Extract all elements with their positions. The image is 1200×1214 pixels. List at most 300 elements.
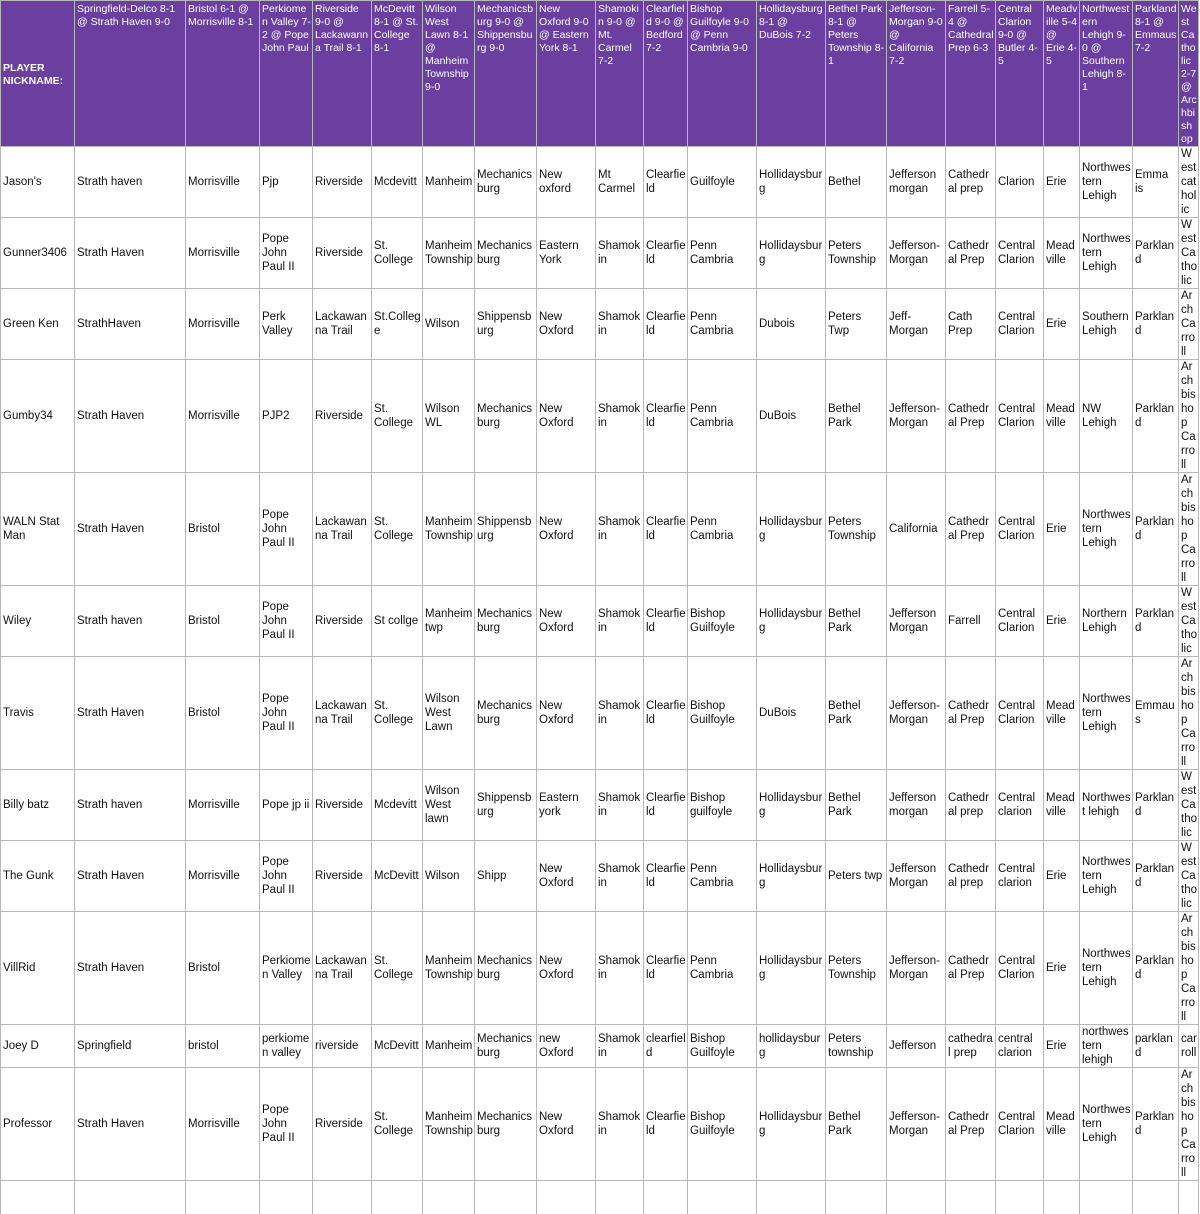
empty-cell[interactable] [996, 1181, 1044, 1214]
pick-cell[interactable]: Bishop Guilfoyle [688, 1025, 757, 1068]
pick-cell[interactable]: Eastern york [537, 770, 596, 841]
pick-cell[interactable]: Hollidaysburg [757, 770, 826, 841]
pick-cell[interactable]: New Oxford [537, 289, 596, 360]
empty-cell[interactable] [644, 1181, 688, 1214]
player-name-cell[interactable]: Travis [1, 657, 75, 770]
pick-cell[interactable]: Southern Lehigh [1080, 289, 1133, 360]
pick-cell[interactable]: Mechanicsburg [475, 912, 537, 1025]
pick-cell[interactable]: Northwestern Lehigh [1080, 473, 1133, 586]
pick-cell[interactable]: Morrisville [186, 289, 260, 360]
empty-cell[interactable] [423, 1181, 475, 1214]
table-row [1, 289, 1199, 360]
empty-cell[interactable] [186, 1181, 260, 1214]
pick-cell[interactable]: Clearfield [644, 912, 688, 1025]
pick-cell[interactable]: Bethel Park [826, 586, 887, 657]
pick-cell[interactable]: Penn Cambria [688, 360, 757, 473]
table-row [1, 1068, 1199, 1181]
pick-cell[interactable]: riverside [313, 1025, 372, 1068]
pick-cell[interactable]: Parkland [1133, 586, 1179, 657]
pick-cell[interactable]: Shamokin [596, 770, 644, 841]
pick-cell[interactable]: Cathedral Prep [946, 218, 996, 289]
pick-cell[interactable]: Shamokin [596, 360, 644, 473]
game-header-14[interactable]: Jefferson-Morgan 9-0 @ California 7-2 [887, 1, 946, 147]
pick-cell[interactable]: Mechanicsburg [475, 147, 537, 218]
pick-cell[interactable]: Mechanicsburg [475, 1025, 537, 1068]
pick-cell[interactable]: Meadville [1044, 657, 1080, 770]
pick-cell[interactable]: Northwestern Lehigh [1080, 1068, 1133, 1181]
pick-cell[interactable]: northwestern lehigh [1080, 1025, 1133, 1068]
pick-cell[interactable]: Riverside [313, 218, 372, 289]
pick-cell[interactable]: Northwestern Lehigh [1080, 218, 1133, 289]
pick-cell[interactable]: Northwestern Lehigh [1080, 657, 1133, 770]
pick-cell[interactable]: Clearfield [644, 289, 688, 360]
game-header-19[interactable]: Parkland 8-1 @ Emmaus 7-2 [1133, 1, 1179, 147]
pick-cell[interactable]: Erie [1044, 586, 1080, 657]
pick-cell[interactable]: St. College [372, 657, 423, 770]
pick-cell[interactable]: Parkland [1133, 841, 1179, 912]
table-row-partial [1, 1181, 1199, 1214]
pick-cell[interactable]: Central Clarion [996, 218, 1044, 289]
pick-cell[interactable]: St. College [372, 360, 423, 473]
pick-cell[interactable]: Wilson West Lawn [423, 657, 475, 770]
pick-cell[interactable]: NW Lehigh [1080, 360, 1133, 473]
game-header-15[interactable]: Farrell 5-4 @ Cathedral Prep 6-3 [946, 1, 996, 147]
pick-cell[interactable]: bristol [186, 1025, 260, 1068]
empty-cell[interactable] [260, 1181, 313, 1214]
game-header-7[interactable]: Mechanicsburg 9-0 @ Shippensburg 9-0 [475, 1, 537, 147]
pick-cell[interactable]: Mechanicsburg [475, 1068, 537, 1181]
pick-cell[interactable]: Jefferson-Morgan [887, 360, 946, 473]
pick-cell[interactable]: Lackawanna Trail [313, 289, 372, 360]
picks-spreadsheet [0, 0, 1200, 495]
pick-cell[interactable]: Shippensburg [475, 770, 537, 841]
pick-cell[interactable]: Central Clarion [996, 360, 1044, 473]
pick-cell[interactable]: cathedral prep [946, 1025, 996, 1068]
pick-cell[interactable]: Erie [1044, 289, 1080, 360]
pick-cell[interactable]: Shamokin [596, 586, 644, 657]
game-header-12[interactable]: Hollidaysburg 8-1 @ DuBois 7-2 [757, 1, 826, 147]
pick-cell[interactable]: Mechanicsburg [475, 360, 537, 473]
pick-cell[interactable]: Pope John Paul II [260, 473, 313, 586]
pick-cell[interactable]: Northern Lehigh [1080, 586, 1133, 657]
pick-cell[interactable]: Manheim Township [423, 1068, 475, 1181]
pick-cell[interactable]: Bishop guilfoyle [688, 770, 757, 841]
player-name-cell[interactable]: The Gunk [1, 841, 75, 912]
pick-cell[interactable]: central clarion [996, 1025, 1044, 1068]
pick-cell[interactable]: Emma is [1133, 147, 1179, 218]
pick-cell[interactable]: Peters township [826, 1025, 887, 1068]
pick-cell[interactable]: Morrisville [186, 218, 260, 289]
pick-cell[interactable]: perkiomen valley [260, 1025, 313, 1068]
game-header-3[interactable]: Perkiomen Valley 7-2 @ Pope John Paul [260, 1, 313, 147]
pick-cell[interactable]: Peters Township [826, 218, 887, 289]
game-header-2[interactable]: Bristol 6-1 @ Morrisville 8-1 [186, 1, 260, 147]
pick-cell[interactable]: Pope John Paul II [260, 1068, 313, 1181]
pick-cell[interactable]: Strath Haven [75, 657, 186, 770]
pick-cell[interactable]: Hollidaysburg [757, 218, 826, 289]
pick-cell[interactable]: Lackawanna Trail [313, 912, 372, 1025]
pick-cell[interactable]: Clearfield [644, 657, 688, 770]
pick-cell[interactable]: Shamokin [596, 289, 644, 360]
pick-cell[interactable]: New Oxford [537, 841, 596, 912]
pick-cell[interactable]: Bethel Park [826, 770, 887, 841]
pick-cell[interactable]: Perkiomen Valley [260, 912, 313, 1025]
pick-cell[interactable]: Parkland [1133, 770, 1179, 841]
pick-cell[interactable]: Wilson [423, 841, 475, 912]
player-name-cell[interactable]: Jason's [1, 147, 75, 218]
pick-cell[interactable]: Hollidaysburg [757, 912, 826, 1025]
player-name-cell[interactable]: VillRid [1, 912, 75, 1025]
pick-cell[interactable]: Wilson West lawn [423, 770, 475, 841]
pick-cell[interactable]: Jefferson Morgan [887, 841, 946, 912]
pick-cell[interactable]: Eastern York [537, 218, 596, 289]
pick-cell[interactable]: Bishop Guilfoyle [688, 1068, 757, 1181]
pick-cell[interactable]: Strath Haven [75, 1068, 186, 1181]
pick-cell[interactable]: carroll [1179, 1025, 1199, 1068]
pick-cell[interactable]: Northwest lehigh [1080, 770, 1133, 841]
pick-cell[interactable]: Penn Cambria [688, 218, 757, 289]
pick-cell[interactable]: Morrisville [186, 770, 260, 841]
empty-cell[interactable] [75, 1181, 186, 1214]
pick-cell[interactable]: Peters twp [826, 841, 887, 912]
pick-cell[interactable]: Hollidaysburg [757, 586, 826, 657]
player-name-cell[interactable]: Green Ken [1, 289, 75, 360]
pick-cell[interactable]: Peters Township [826, 912, 887, 1025]
pick-cell[interactable]: Jefferson-Morgan [887, 218, 946, 289]
pick-cell[interactable]: Mechanicsburg [475, 657, 537, 770]
pick-cell[interactable]: West Catholic [1179, 218, 1199, 289]
game-header-18[interactable]: Northwestern Lehigh 9-0 @ Southern Lehigh 8-1 [1080, 1, 1133, 147]
pick-cell[interactable]: Cathedral prep [946, 147, 996, 218]
pick-cell[interactable]: Morrisville [186, 360, 260, 473]
pick-cell[interactable]: Meadville [1044, 218, 1080, 289]
empty-cell[interactable] [1, 1181, 75, 1214]
pick-cell[interactable]: Bristol [186, 657, 260, 770]
pick-cell[interactable]: Jefferson-Morgan [887, 1068, 946, 1181]
pick-cell[interactable]: Pope John Paul II [260, 657, 313, 770]
player-name-cell[interactable]: Billy batz [1, 770, 75, 841]
pick-cell[interactable]: Jefferson-Morgan [887, 912, 946, 1025]
pick-cell[interactable]: PJP2 [260, 360, 313, 473]
empty-cell[interactable] [475, 1181, 537, 1214]
game-header-4[interactable]: Riverside 9-0 @ Lackawanna Trail 8-1 [313, 1, 372, 147]
pick-cell[interactable]: Emmaus [1133, 657, 1179, 770]
pick-cell[interactable]: St. College [372, 473, 423, 586]
pick-cell[interactable]: Mechanicsburg [475, 586, 537, 657]
pick-cell[interactable]: DuBois [757, 360, 826, 473]
pick-cell[interactable]: Hollidaysburg [757, 473, 826, 586]
pick-cell[interactable]: Shamokin [596, 1025, 644, 1068]
pick-cell[interactable]: Parkland [1133, 360, 1179, 473]
empty-cell[interactable] [826, 1181, 887, 1214]
pick-cell[interactable]: Central Clarion [996, 473, 1044, 586]
empty-cell[interactable] [313, 1181, 372, 1214]
pick-cell[interactable]: Cathedral Prep [946, 360, 996, 473]
pick-cell[interactable]: Morrisville [186, 841, 260, 912]
pick-cell[interactable]: Parkland [1133, 473, 1179, 586]
pick-cell[interactable]: Archbishop Carroll [1179, 473, 1199, 586]
pick-cell[interactable]: Central Clarion [996, 912, 1044, 1025]
player-nickname-header[interactable]: PLAYER NICKNAME: [1, 1, 75, 147]
pick-cell[interactable]: West Catholic [1179, 770, 1199, 841]
player-name-cell[interactable]: Wiley [1, 586, 75, 657]
pick-cell[interactable]: Guilfoyle [688, 147, 757, 218]
pick-cell[interactable]: Shamokin [596, 218, 644, 289]
pick-cell[interactable]: Manheim [423, 1025, 475, 1068]
pick-cell[interactable]: West Catholic [1179, 586, 1199, 657]
pick-cell[interactable]: Morrisville [186, 1068, 260, 1181]
pick-cell[interactable]: Morrisville [186, 147, 260, 218]
pick-cell[interactable]: Penn Cambria [688, 912, 757, 1025]
pick-cell[interactable]: Strath Haven [75, 912, 186, 1025]
pick-cell[interactable]: new Oxford [537, 1025, 596, 1068]
pick-cell[interactable]: New Oxford [537, 657, 596, 770]
pick-cell[interactable]: Meadville [1044, 1068, 1080, 1181]
pick-cell[interactable]: Strath haven [75, 147, 186, 218]
pick-cell[interactable]: Hollidaysburg [757, 1068, 826, 1181]
pick-cell[interactable]: hollidaysburg [757, 1025, 826, 1068]
pick-cell[interactable]: Cathedral Prep [946, 473, 996, 586]
pick-cell[interactable]: Mechanicsburg [475, 218, 537, 289]
empty-cell[interactable] [372, 1181, 423, 1214]
player-name-cell[interactable]: WALN Stat Man [1, 473, 75, 586]
pick-cell[interactable]: New oxford [537, 147, 596, 218]
pick-cell[interactable]: Riverside [313, 147, 372, 218]
pick-cell[interactable]: Penn Cambria [688, 289, 757, 360]
pick-cell[interactable]: Central clarion [996, 841, 1044, 912]
pick-cell[interactable]: DuBois [757, 657, 826, 770]
pick-cell[interactable]: Meadville [1044, 770, 1080, 841]
game-header-9[interactable]: Shamokin 9-0 @ Mt. Carmel 7-2 [596, 1, 644, 147]
pick-cell[interactable]: Northwestern Lehigh [1080, 841, 1133, 912]
pick-cell[interactable]: Erie [1044, 841, 1080, 912]
pick-cell[interactable]: StrathHaven [75, 289, 186, 360]
pick-cell[interactable]: Clearfield [644, 360, 688, 473]
game-header-5[interactable]: McDevitt 8-1 @ St. College 8-1 [372, 1, 423, 147]
pick-cell[interactable]: Wilson [423, 289, 475, 360]
player-name-cell[interactable]: Gunner3406 [1, 218, 75, 289]
pick-cell[interactable]: Central Clarion [996, 657, 1044, 770]
pick-cell[interactable]: New Oxford [537, 586, 596, 657]
game-header-1[interactable]: Springfield-Delco 8-1 @ Strath Haven 9-0 [75, 1, 186, 147]
pick-cell[interactable]: Shippensburg [475, 473, 537, 586]
game-header-16[interactable]: Central Clarion 9-0 @ Butler 4-5 [996, 1, 1044, 147]
pick-cell[interactable]: Lackawanna Trail [313, 473, 372, 586]
pick-cell[interactable]: Meadville [1044, 360, 1080, 473]
pick-cell[interactable]: Cathedral prep [946, 770, 996, 841]
pick-cell[interactable]: Manheim Township [423, 218, 475, 289]
pick-cell[interactable]: Clearfield [644, 147, 688, 218]
pick-cell[interactable]: Clearfield [644, 218, 688, 289]
pick-cell[interactable]: Shamokin [596, 841, 644, 912]
pick-cell[interactable]: Penn Cambria [688, 841, 757, 912]
pick-cell[interactable]: Riverside [313, 586, 372, 657]
pick-cell[interactable]: Cathedral prep [946, 841, 996, 912]
pick-cell[interactable]: Cath Prep [946, 289, 996, 360]
pick-cell[interactable]: St. College [372, 912, 423, 1025]
pick-cell[interactable]: Central clarion [996, 770, 1044, 841]
pick-cell[interactable]: Strath Haven [75, 841, 186, 912]
game-header-20[interactable]: West Catholic 2-7 @ Archbishop [1179, 1, 1199, 147]
pick-cell[interactable]: Clearfield [644, 1068, 688, 1181]
pick-cell[interactable]: Parkland [1133, 1068, 1179, 1181]
pick-cell[interactable]: Perk Valley [260, 289, 313, 360]
pick-cell[interactable]: Shamokin [596, 473, 644, 586]
pick-cell[interactable]: Penn Cambria [688, 473, 757, 586]
pick-cell[interactable]: Central Clarion [996, 1068, 1044, 1181]
pick-cell[interactable]: Erie [1044, 473, 1080, 586]
pick-cell[interactable]: Bethel Park [826, 657, 887, 770]
pick-cell[interactable]: Hollidaysburg [757, 147, 826, 218]
pick-cell[interactable]: St. College [372, 218, 423, 289]
pick-cell[interactable]: Jefferson morgan [887, 147, 946, 218]
empty-cell[interactable] [757, 1181, 826, 1214]
pick-cell[interactable]: Pope John Paul II [260, 218, 313, 289]
pick-cell[interactable]: Mcdevitt [372, 147, 423, 218]
pick-cell[interactable]: Riverside [313, 841, 372, 912]
player-name-cell[interactable]: Gumby34 [1, 360, 75, 473]
pick-cell[interactable]: Mt Carmel [596, 147, 644, 218]
pick-cell[interactable]: clearfield [644, 1025, 688, 1068]
pick-cell[interactable]: Jeff-Morgan [887, 289, 946, 360]
pick-cell[interactable]: Clarion [996, 147, 1044, 218]
pick-cell[interactable]: Strath Haven [75, 360, 186, 473]
pick-cell[interactable]: Cathedral Prep [946, 1068, 996, 1181]
header-row [1, 1, 1199, 147]
pick-cell[interactable]: Clearfield [644, 473, 688, 586]
pick-cell[interactable]: Central Clarion [996, 289, 1044, 360]
pick-cell[interactable]: California [887, 473, 946, 586]
pick-cell[interactable]: Manheim twp [423, 586, 475, 657]
game-header-11[interactable]: Bishop Guilfoyle 9-0 @ Penn Cambria 9-0 [688, 1, 757, 147]
pick-cell[interactable]: Bristol [186, 586, 260, 657]
pick-cell[interactable]: Northwestern Lehigh [1080, 147, 1133, 218]
pick-cell[interactable]: Manheim Township [423, 473, 475, 586]
game-header-8[interactable]: New Oxford 9-0 @ Eastern York 8-1 [537, 1, 596, 147]
pick-cell[interactable]: Pjp [260, 147, 313, 218]
pick-cell[interactable]: Pope John Paul II [260, 841, 313, 912]
pick-cell[interactable]: Jefferson-Morgan [887, 657, 946, 770]
pick-cell[interactable]: Bethel Park [826, 1068, 887, 1181]
pick-cell[interactable]: Peters Twp [826, 289, 887, 360]
pick-cell[interactable]: West Catholic [1179, 841, 1199, 912]
empty-cell[interactable] [688, 1181, 757, 1214]
pick-cell[interactable]: Manheim Township [423, 912, 475, 1025]
pick-cell[interactable]: Erie [1044, 1025, 1080, 1068]
pick-cell[interactable]: Archbishop Carroll [1179, 657, 1199, 770]
pick-cell[interactable]: Lackawanna Trail [313, 657, 372, 770]
pick-cell[interactable]: Strath Haven [75, 473, 186, 586]
pick-cell[interactable]: Bethel Park [826, 360, 887, 473]
pick-cell[interactable]: New Oxford [537, 1068, 596, 1181]
pick-cell[interactable]: Cathedral Prep [946, 912, 996, 1025]
pick-cell[interactable]: Archbishop Carroll [1179, 912, 1199, 1025]
pick-cell[interactable]: Central Clarion [996, 586, 1044, 657]
empty-cell[interactable] [946, 1181, 996, 1214]
empty-cell[interactable] [1044, 1181, 1080, 1214]
pick-cell[interactable]: Shipp [475, 841, 537, 912]
pick-cell[interactable]: Cathedral Prep [946, 657, 996, 770]
empty-cell[interactable] [887, 1181, 946, 1214]
pick-cell[interactable]: Parkland [1133, 912, 1179, 1025]
game-header-13[interactable]: Bethel Park 8-1 @ Peters Township 8-1 [826, 1, 887, 147]
pick-cell[interactable]: Strath haven [75, 770, 186, 841]
pick-cell[interactable]: Riverside [313, 360, 372, 473]
table-row [1, 1025, 1199, 1068]
empty-cell[interactable] [1080, 1181, 1133, 1214]
empty-cell[interactable] [1133, 1181, 1179, 1214]
pick-cell[interactable]: Bethel [826, 147, 887, 218]
pick-cell[interactable]: Archbishop Carroll [1179, 1068, 1199, 1181]
pick-cell[interactable]: Erie [1044, 147, 1080, 218]
pick-cell[interactable]: West catholic [1179, 147, 1199, 218]
pick-cell[interactable]: Bishop Guilfoyle [688, 586, 757, 657]
game-header-10[interactable]: Clearfield 9-0 @ Bedford 7-2 [644, 1, 688, 147]
pick-cell[interactable]: Northwestern Lehigh [1080, 912, 1133, 1025]
pick-cell[interactable]: Riverside [313, 1068, 372, 1181]
pick-cell[interactable]: Farrell [946, 586, 996, 657]
pick-cell[interactable]: McDevitt [372, 1025, 423, 1068]
pick-cell[interactable]: Bishop Guilfoyle [688, 657, 757, 770]
pick-cell[interactable]: Clearfield [644, 770, 688, 841]
player-name-cell[interactable]: Professor [1, 1068, 75, 1181]
player-name-cell[interactable]: Joey D [1, 1025, 75, 1068]
pick-cell[interactable]: New Oxford [537, 360, 596, 473]
pick-cell[interactable]: Shamokin [596, 657, 644, 770]
pick-cell[interactable]: Jefferson Morgan [887, 586, 946, 657]
pick-cell[interactable]: Peters Township [826, 473, 887, 586]
pick-cell[interactable]: Jefferson morgan [887, 770, 946, 841]
pick-cell[interactable]: Archbishop Carroll [1179, 360, 1199, 473]
pick-cell[interactable]: Bristol [186, 473, 260, 586]
pick-cell[interactable]: Erie [1044, 912, 1080, 1025]
pick-cell[interactable]: Clearfield [644, 586, 688, 657]
pick-cell[interactable]: Parkland [1133, 218, 1179, 289]
game-header-17[interactable]: Meadville 5-4 @ Erie 4-5 [1044, 1, 1080, 147]
pick-cell[interactable]: Dubois [757, 289, 826, 360]
pick-cell[interactable]: St.College [372, 289, 423, 360]
pick-cell[interactable]: Mcdevitt [372, 770, 423, 841]
pick-cell[interactable]: St collge [372, 586, 423, 657]
game-header-6[interactable]: Wilson West Lawn 8-1 @ Manheim Township 9-0 [423, 1, 475, 147]
pick-cell[interactable]: Parkland [1133, 289, 1179, 360]
pick-cell[interactable]: Riverside [313, 770, 372, 841]
pick-cell[interactable]: Jefferson [887, 1025, 946, 1068]
pick-cell[interactable]: Shamokin [596, 1068, 644, 1181]
pick-cell[interactable]: parkland [1133, 1025, 1179, 1068]
pick-cell[interactable]: Pope jp ii [260, 770, 313, 841]
pick-cell[interactable]: Hollidaysburg [757, 841, 826, 912]
empty-cell[interactable] [537, 1181, 596, 1214]
pick-cell[interactable]: Clearfield [644, 841, 688, 912]
pick-cell[interactable]: Shippensburg [475, 289, 537, 360]
pick-cell[interactable]: New Oxford [537, 473, 596, 586]
pick-cell[interactable]: Springfield [75, 1025, 186, 1068]
pick-cell[interactable]: Manheim [423, 147, 475, 218]
pick-cell[interactable]: Bristol [186, 912, 260, 1025]
pick-cell[interactable]: Arch Carroll [1179, 289, 1199, 360]
pick-cell[interactable]: St. College [372, 1068, 423, 1181]
pick-cell[interactable]: Wilson WL [423, 360, 475, 473]
pick-cell[interactable]: Pope John Paul II [260, 586, 313, 657]
pick-cell[interactable]: New Oxford [537, 912, 596, 1025]
empty-cell[interactable] [1179, 1181, 1199, 1214]
pick-cell[interactable]: Strath haven [75, 586, 186, 657]
pick-cell[interactable]: McDevitt [372, 841, 423, 912]
empty-cell[interactable] [596, 1181, 644, 1214]
pick-cell[interactable]: Shamokin [596, 912, 644, 1025]
pick-cell[interactable]: Strath Haven [75, 218, 186, 289]
